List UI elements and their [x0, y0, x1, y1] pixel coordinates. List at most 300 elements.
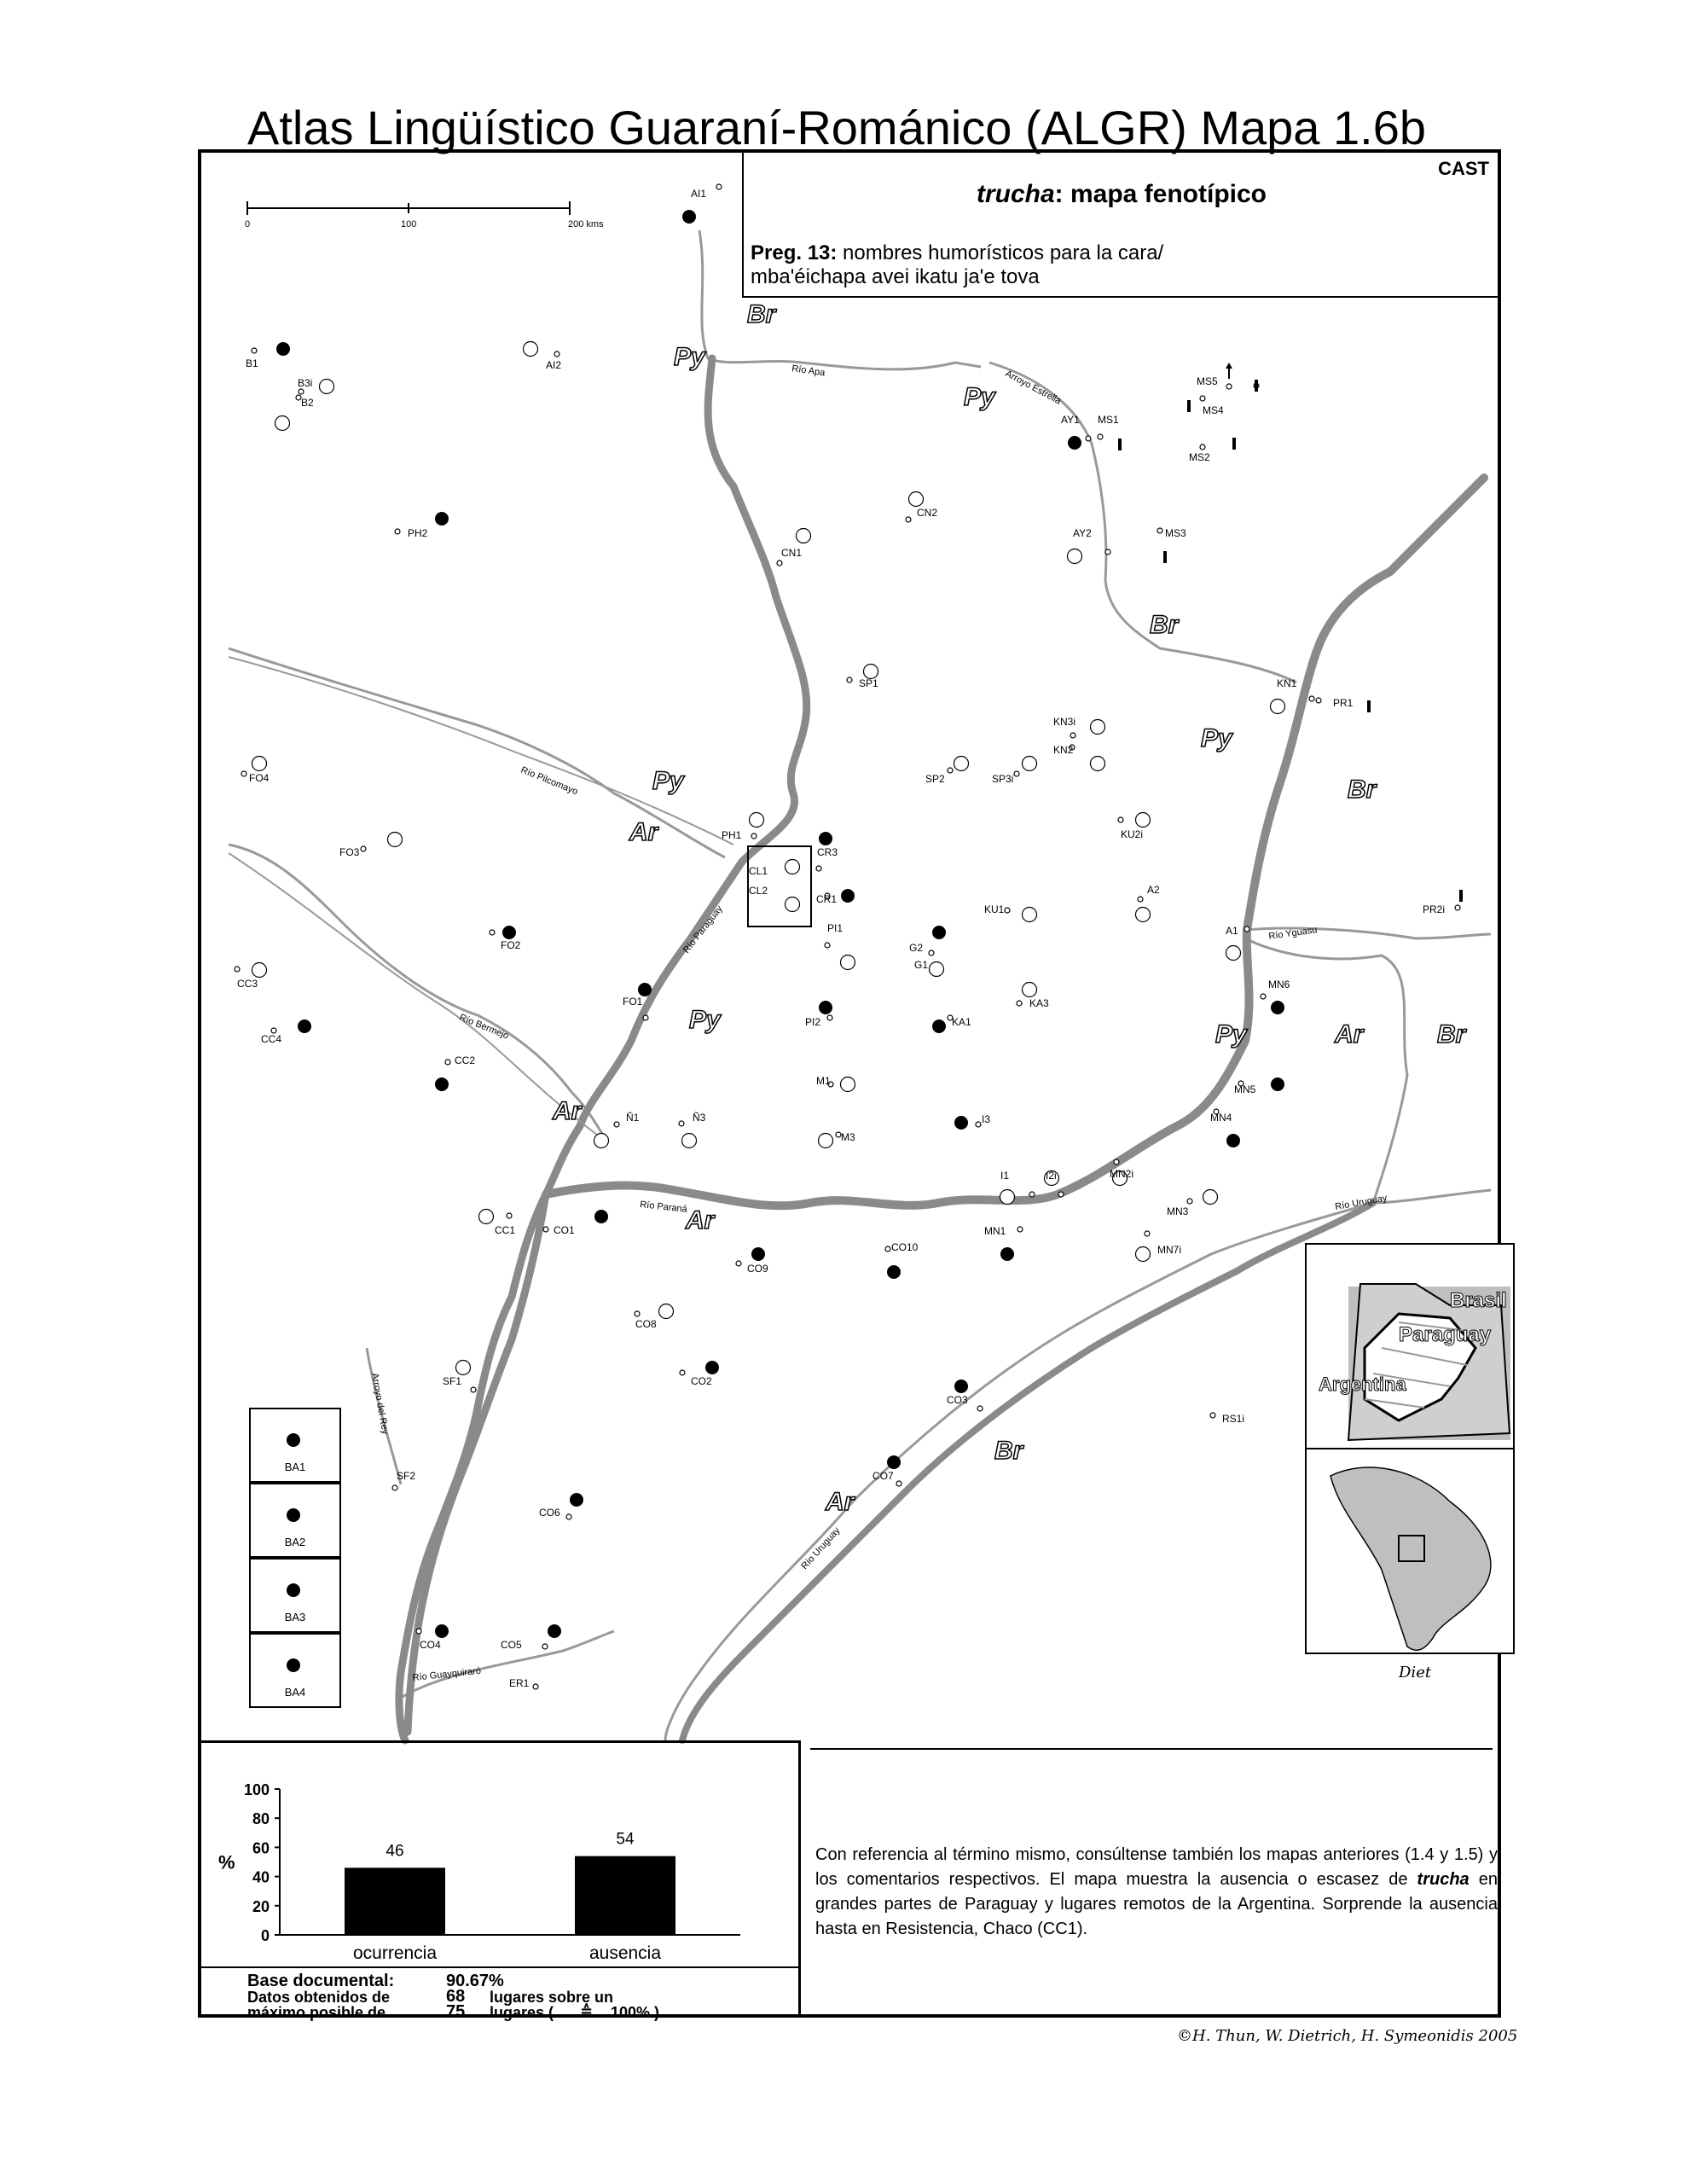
survey-point: [1210, 1413, 1244, 1425]
legend-cell: [249, 1558, 341, 1633]
survey-point: [947, 1380, 983, 1411]
location-marker-icon: [679, 1121, 684, 1126]
filled-circle-icon: [298, 1019, 311, 1033]
location-marker-icon: [1138, 897, 1143, 902]
survey-point: [825, 922, 855, 970]
survey-point: [509, 1677, 538, 1689]
survey-point: [736, 1247, 768, 1275]
location-marker-icon: [1098, 434, 1103, 439]
location-marker-icon: [1086, 436, 1091, 441]
point-label: I3: [982, 1113, 991, 1125]
point-label: CN1: [781, 547, 803, 559]
survey-point: [298, 377, 334, 394]
point-label: Ñ1: [626, 1112, 640, 1124]
point-label: CO2: [691, 1375, 712, 1387]
river-label: Arroyo Estrella: [1003, 369, 1063, 407]
map-canvas: [201, 153, 1507, 1740]
filled-circle-icon: [819, 832, 832, 845]
point-label: I1: [1000, 1170, 1010, 1182]
question-line2: mba'éichapa avei ikatu ja'e tova: [751, 265, 1040, 288]
point-label: PR1: [1333, 697, 1354, 709]
open-circle-icon: [841, 1077, 855, 1092]
point-label: MS2: [1189, 451, 1210, 463]
location-marker-icon: [827, 1015, 832, 1020]
survey-point: [635, 1304, 674, 1331]
filled-circle-icon: [1271, 1001, 1284, 1014]
location-marker-icon: [885, 1246, 890, 1252]
survey-point: [914, 959, 944, 977]
open-circle-icon: [275, 416, 290, 431]
y-tick-label: 0: [260, 1927, 270, 1944]
question-text: [751, 241, 1163, 289]
river-label: Río Bermejo: [457, 1012, 511, 1042]
point-label: AY1: [1061, 414, 1080, 426]
open-circle-icon: [1136, 813, 1151, 828]
location-marker-icon: [1187, 1199, 1192, 1204]
river-uruguay: [682, 1203, 1373, 1740]
base-documental: [201, 1966, 798, 2021]
question-line1: nombres humorísticos para la cara/: [837, 241, 1164, 264]
point-label: MS4: [1203, 404, 1224, 416]
location-marker-icon: [977, 1406, 983, 1411]
open-circle-icon: [252, 757, 267, 771]
survey-point: [1261, 979, 1290, 1014]
country-code-label: Py: [652, 767, 684, 795]
inset-credit: Diet: [1399, 1664, 1432, 1682]
copyright: ©H. Thun, W. Dietrich, H. Symeonidis 2005: [1177, 2027, 1518, 2045]
point-label: CR3: [817, 846, 838, 858]
point-label: AI1: [691, 188, 707, 200]
point-label: MN4: [1210, 1112, 1232, 1124]
filled-circle-icon: [638, 983, 652, 996]
legend-cell-label: BA1: [284, 1461, 306, 1473]
point-label: KN2: [1053, 744, 1074, 756]
point-label: CO1: [554, 1224, 575, 1236]
location-marker-icon: [299, 389, 304, 394]
location-marker-icon: [1200, 444, 1205, 450]
point-label: MS5: [1197, 375, 1218, 387]
survey-point: [1189, 396, 1224, 416]
point-label: MS1: [1098, 414, 1119, 426]
point-label: SP1: [859, 677, 878, 689]
survey-point: [1068, 527, 1111, 564]
filled-circle-icon: [1271, 1077, 1284, 1091]
country-code-label: Br: [994, 1437, 1023, 1465]
survey-point: [501, 1624, 561, 1651]
survey-point: [261, 1019, 311, 1045]
base-row3-num: 75: [446, 2002, 466, 2021]
location-marker-icon: [543, 1227, 548, 1232]
survey-point: [1017, 983, 1049, 1010]
filled-circle-icon: [682, 210, 696, 224]
survey-point: [932, 1015, 971, 1033]
base-row2-num: 68: [446, 1987, 466, 2006]
location-marker-icon: [445, 1060, 450, 1065]
point-label: KU1: [984, 903, 1005, 915]
base-row2-a: Datos obtenidos de: [247, 1989, 391, 2006]
survey-point: [395, 512, 449, 539]
map-title: [744, 180, 1499, 209]
filled-circle-icon: [887, 1265, 901, 1279]
point-label: SP3i: [992, 773, 1014, 785]
point-label: B1: [246, 357, 258, 369]
country-code-label: Py: [1201, 724, 1232, 752]
location-marker-icon: [816, 866, 821, 871]
location-marker-icon: [1145, 1231, 1150, 1236]
survey-point: [1136, 884, 1161, 922]
river-bermejo: [229, 853, 597, 1135]
survey-point: [490, 926, 521, 951]
point-label: CO6: [539, 1507, 560, 1519]
base-row2-b: lugares sobre un: [490, 1989, 614, 2006]
location-marker-icon: [1157, 528, 1162, 533]
point-label: PH2: [408, 527, 428, 539]
river-pilcomayo: [229, 657, 733, 845]
filled-circle-icon: [887, 1455, 901, 1469]
location-marker-icon: [490, 930, 495, 935]
river-label: Río Paraguay: [681, 903, 725, 956]
survey-point: [984, 1225, 1023, 1261]
location-marker-icon: [1309, 696, 1314, 701]
open-circle-icon: [1000, 1190, 1015, 1205]
location-marker-icon: [1005, 908, 1010, 913]
open-circle-icon: [930, 962, 944, 977]
survey-point: [816, 832, 838, 871]
open-circle-icon: [750, 813, 764, 828]
category-label: ocurrencia: [352, 1943, 438, 1963]
point-label: CO7: [872, 1470, 894, 1482]
base-row3-sym: ≙: [580, 2002, 594, 2019]
survey-point: [805, 1001, 832, 1028]
y-tick-label: 60: [252, 1839, 270, 1857]
open-circle-icon: [909, 492, 924, 507]
survey-point: [872, 1455, 901, 1486]
scale-label: 200 kms: [568, 219, 604, 229]
filled-circle-icon: [954, 1380, 968, 1393]
point-label: CN2: [917, 507, 938, 519]
point-label: CO9: [747, 1263, 768, 1275]
survey-point: [543, 1210, 608, 1236]
location-marker-icon: [241, 771, 246, 776]
river-label: Río Apa: [791, 363, 826, 379]
survey-point: [722, 813, 764, 842]
filled-circle-icon: [287, 1583, 300, 1597]
location-marker-icon: [847, 677, 852, 682]
commentary-term: trucha: [1417, 1870, 1470, 1889]
survey-point: [749, 860, 800, 878]
point-label: KA3: [1029, 997, 1049, 1009]
survey-point: [777, 529, 811, 566]
scale-bar: [247, 201, 570, 215]
survey-point: [1189, 438, 1234, 463]
y-axis-label: %: [218, 1851, 235, 1873]
filled-circle-icon: [287, 1658, 300, 1672]
river-label: Río Yguasu: [1267, 925, 1319, 942]
point-label: CO8: [635, 1318, 657, 1330]
survey-point: [954, 1113, 990, 1130]
filled-circle-icon: [932, 926, 946, 939]
point-label: CL1: [749, 865, 768, 877]
survey-point: [1423, 890, 1461, 915]
point-label: MS3: [1165, 527, 1186, 539]
point-label: KN3i: [1053, 716, 1076, 728]
open-circle-icon: [797, 529, 811, 543]
point-label: Ñ3: [693, 1112, 706, 1124]
legend-cell: [249, 1408, 341, 1483]
point-label: FO3: [339, 846, 360, 858]
filled-circle-icon: [570, 1493, 583, 1507]
commentary: [815, 1843, 1498, 1942]
point-label: MN6: [1268, 979, 1290, 990]
open-circle-icon: [786, 897, 800, 912]
location-marker-icon: [395, 529, 400, 534]
filled-circle-icon: [751, 1247, 765, 1261]
base-row3-b: lugares (: [490, 2004, 554, 2021]
survey-point: [392, 1470, 415, 1490]
base-row3-c: 100% ): [611, 2004, 660, 2021]
filled-circle-icon: [435, 512, 449, 526]
country-code-label: Ar: [1335, 1020, 1364, 1048]
survey-point: [275, 395, 315, 431]
point-label: CC1: [495, 1224, 516, 1236]
open-circle-icon: [954, 757, 969, 771]
open-circle-icon: [252, 963, 267, 978]
country-code-label: Br: [1437, 1020, 1466, 1048]
point-label: CC4: [261, 1033, 282, 1045]
point-label: RS1i: [1222, 1413, 1245, 1425]
location-marker-icon: [542, 1644, 548, 1649]
river-parana: [546, 478, 1484, 1205]
country-code-label: Py: [1215, 1020, 1247, 1048]
location-marker-icon: [507, 1213, 512, 1218]
river-label: Río Uruguay: [1334, 1193, 1388, 1212]
category-label: ausencia: [588, 1943, 662, 1963]
bar: [345, 1867, 445, 1935]
inset-label-paraguay: Paraguay: [1399, 1323, 1492, 1346]
commentary-part1: Con referencia al término mismo, consúltense también los mapas anteriores (1.4 y 1.5) y los comentarios respectivos. El mapa muestra la ausencia o escasez de: [815, 1845, 1498, 1889]
location-marker-icon: [635, 1311, 640, 1316]
survey-point: [235, 963, 267, 990]
commentary-part2: en grandes partes de Paraguay y lugares remotos de la Argentina. Sorprende la ausencia hasta en Resistencia, Chaco (CC1).: [815, 1870, 1498, 1938]
point-label: KN1: [1277, 677, 1297, 689]
open-circle-icon: [1023, 757, 1037, 771]
location-marker-icon: [1017, 1227, 1023, 1232]
river-label: Río Paraná: [639, 1199, 688, 1215]
filled-circle-icon: [594, 1210, 608, 1223]
survey-point: [679, 1112, 706, 1148]
open-circle-icon: [1136, 1247, 1151, 1262]
country-code-label: Ar: [686, 1206, 715, 1234]
filled-circle-icon: [819, 1001, 832, 1014]
point-label: CC2: [455, 1054, 476, 1066]
location-marker-icon: [736, 1261, 741, 1266]
map-subtitle: : mapa fenotípico: [1054, 180, 1267, 208]
location-marker-icon: [566, 1514, 571, 1519]
point-label: FO2: [501, 939, 521, 951]
survey-point: [241, 757, 270, 785]
river-label: Arroyo del Rey: [369, 1372, 391, 1436]
border-line: [665, 1203, 1373, 1740]
inset-label-brasil: Brasil: [1450, 1289, 1507, 1312]
country-code-label: Py: [689, 1006, 721, 1034]
location-marker-icon: [929, 950, 934, 956]
point-label: SP2: [925, 773, 945, 785]
location-marker-icon: [392, 1485, 397, 1490]
location-marker-icon: [825, 943, 830, 948]
open-circle-icon: [659, 1304, 674, 1319]
point-label: CO10: [891, 1241, 919, 1253]
location-marker-icon: [643, 1015, 648, 1020]
location-marker-icon: [1118, 817, 1123, 822]
survey-point: [1157, 527, 1186, 563]
survey-point: [909, 926, 946, 956]
legend-cell-label: BA3: [284, 1611, 306, 1623]
question-label: Preg. 13:: [751, 241, 838, 264]
open-circle-icon: [1023, 908, 1037, 922]
point-label: CO3: [947, 1394, 968, 1406]
survey-point: [1053, 744, 1105, 771]
border-line: [989, 363, 1296, 682]
open-circle-icon: [819, 1134, 833, 1148]
survey-point: [885, 1241, 919, 1279]
open-circle-icon: [682, 1134, 697, 1148]
open-circle-icon: [1091, 720, 1105, 735]
river-paraguay: [399, 358, 807, 1740]
point-label: ER1: [509, 1677, 530, 1689]
location-marker-icon: [416, 1629, 421, 1634]
point-label: CR1: [816, 893, 838, 905]
survey-point: [1053, 716, 1105, 738]
point-label: CL2: [749, 885, 768, 897]
open-circle-icon: [1226, 946, 1241, 961]
open-circle-icon: [1068, 549, 1082, 564]
map-term: trucha: [976, 180, 1055, 208]
survey-point: [819, 1131, 855, 1148]
open-circle-icon: [841, 956, 855, 970]
filled-circle-icon: [502, 926, 516, 939]
survey-point: [1234, 1077, 1284, 1095]
point-label: AI2: [546, 359, 562, 371]
point-label: MN5: [1234, 1083, 1256, 1095]
point-label: CO4: [420, 1639, 441, 1651]
river-label: Río Uruguay: [799, 1525, 843, 1572]
country-code-label: Ar: [553, 1097, 582, 1125]
point-label: G1: [914, 959, 929, 971]
filled-circle-icon: [287, 1433, 300, 1447]
location-marker-icon: [1029, 1192, 1035, 1197]
country-code-label: Py: [674, 343, 705, 371]
point-label: I2i: [1046, 1170, 1057, 1182]
scale-label: 100: [401, 219, 417, 229]
point-label: B2: [301, 397, 314, 409]
base-percent: 90.67%: [446, 1972, 504, 1990]
point-label: G2: [909, 942, 924, 954]
survey-point: [524, 342, 562, 372]
survey-point: [479, 1210, 516, 1237]
filled-circle-icon: [1068, 436, 1081, 450]
point-label: MN3: [1167, 1205, 1189, 1217]
survey-point: [847, 665, 878, 690]
point-label: MN1: [984, 1225, 1006, 1237]
point-label: M1: [816, 1075, 831, 1087]
survey-point: [1254, 380, 1259, 392]
country-code-label: Br: [747, 300, 776, 328]
location-marker-icon: [1210, 1413, 1215, 1418]
location-marker-icon: [1226, 384, 1232, 389]
location-marker-icon: [1058, 1192, 1064, 1197]
y-tick-label: 80: [252, 1810, 270, 1828]
survey-point: [1136, 1231, 1182, 1262]
point-label: PI1: [827, 922, 844, 934]
survey-point: [1210, 1109, 1240, 1147]
out-of-map-column: [249, 1408, 343, 1749]
location-marker-icon: [614, 1122, 619, 1127]
survey-point: [816, 1075, 855, 1092]
filled-circle-icon: [276, 342, 290, 356]
location-marker-icon: [680, 1370, 685, 1375]
legend-cell: [249, 1483, 341, 1558]
point-label: MN7i: [1157, 1244, 1182, 1256]
survey-point: [435, 1054, 475, 1091]
river-label: Río Guayquiraró: [412, 1665, 482, 1683]
filled-circle-icon: [1226, 1134, 1240, 1147]
survey-point: [992, 757, 1037, 786]
open-circle-icon: [1271, 700, 1285, 714]
point-label: AY2: [1073, 527, 1092, 539]
filled-circle-icon: [287, 1508, 300, 1522]
stats-panel: [201, 1740, 801, 2021]
location-marker-icon: [471, 1387, 476, 1392]
country-code-label: Ar: [826, 1488, 855, 1516]
point-label: PH1: [722, 829, 742, 841]
open-circle-icon: [864, 665, 878, 679]
filled-circle-icon: [435, 1624, 449, 1638]
point-label: SF2: [397, 1470, 416, 1482]
location-marker-icon: [1114, 1159, 1119, 1165]
location-marker-icon: [533, 1684, 538, 1689]
location-marker-icon: [777, 561, 782, 566]
country-code-label: Ar: [629, 818, 658, 846]
location-marker-icon: [1070, 733, 1075, 738]
location-marker-icon: [235, 967, 240, 972]
bar: [575, 1856, 675, 1935]
survey-point: [1098, 414, 1120, 450]
legend-cell: [249, 1633, 341, 1708]
survey-point: [1197, 363, 1232, 389]
point-label: FO4: [249, 772, 270, 784]
survey-point: [539, 1493, 583, 1519]
survey-point: [680, 1361, 719, 1387]
filled-circle-icon: [1000, 1247, 1014, 1261]
survey-point: [749, 885, 800, 912]
survey-point: [1118, 813, 1151, 841]
survey-point: [816, 889, 855, 905]
locator-inset: [1306, 1244, 1514, 1653]
location-marker-icon: [554, 351, 559, 357]
inset-label-argentina: Argentina: [1319, 1374, 1406, 1395]
survey-point: [339, 833, 403, 859]
point-label: PI2: [805, 1016, 821, 1028]
survey-point: [984, 903, 1037, 922]
atlas-title: Atlas Lingüístico Guaraní-Románico (ALGR) Mapa 1.6b: [247, 101, 1426, 154]
divider: [810, 1748, 1493, 1750]
legend-cell-label: BA4: [284, 1686, 306, 1699]
open-circle-icon: [456, 1361, 471, 1375]
location-marker-icon: [896, 1481, 901, 1486]
location-marker-icon: [1017, 1001, 1022, 1006]
survey-point: [246, 342, 290, 369]
point-label: B3i: [298, 377, 313, 389]
